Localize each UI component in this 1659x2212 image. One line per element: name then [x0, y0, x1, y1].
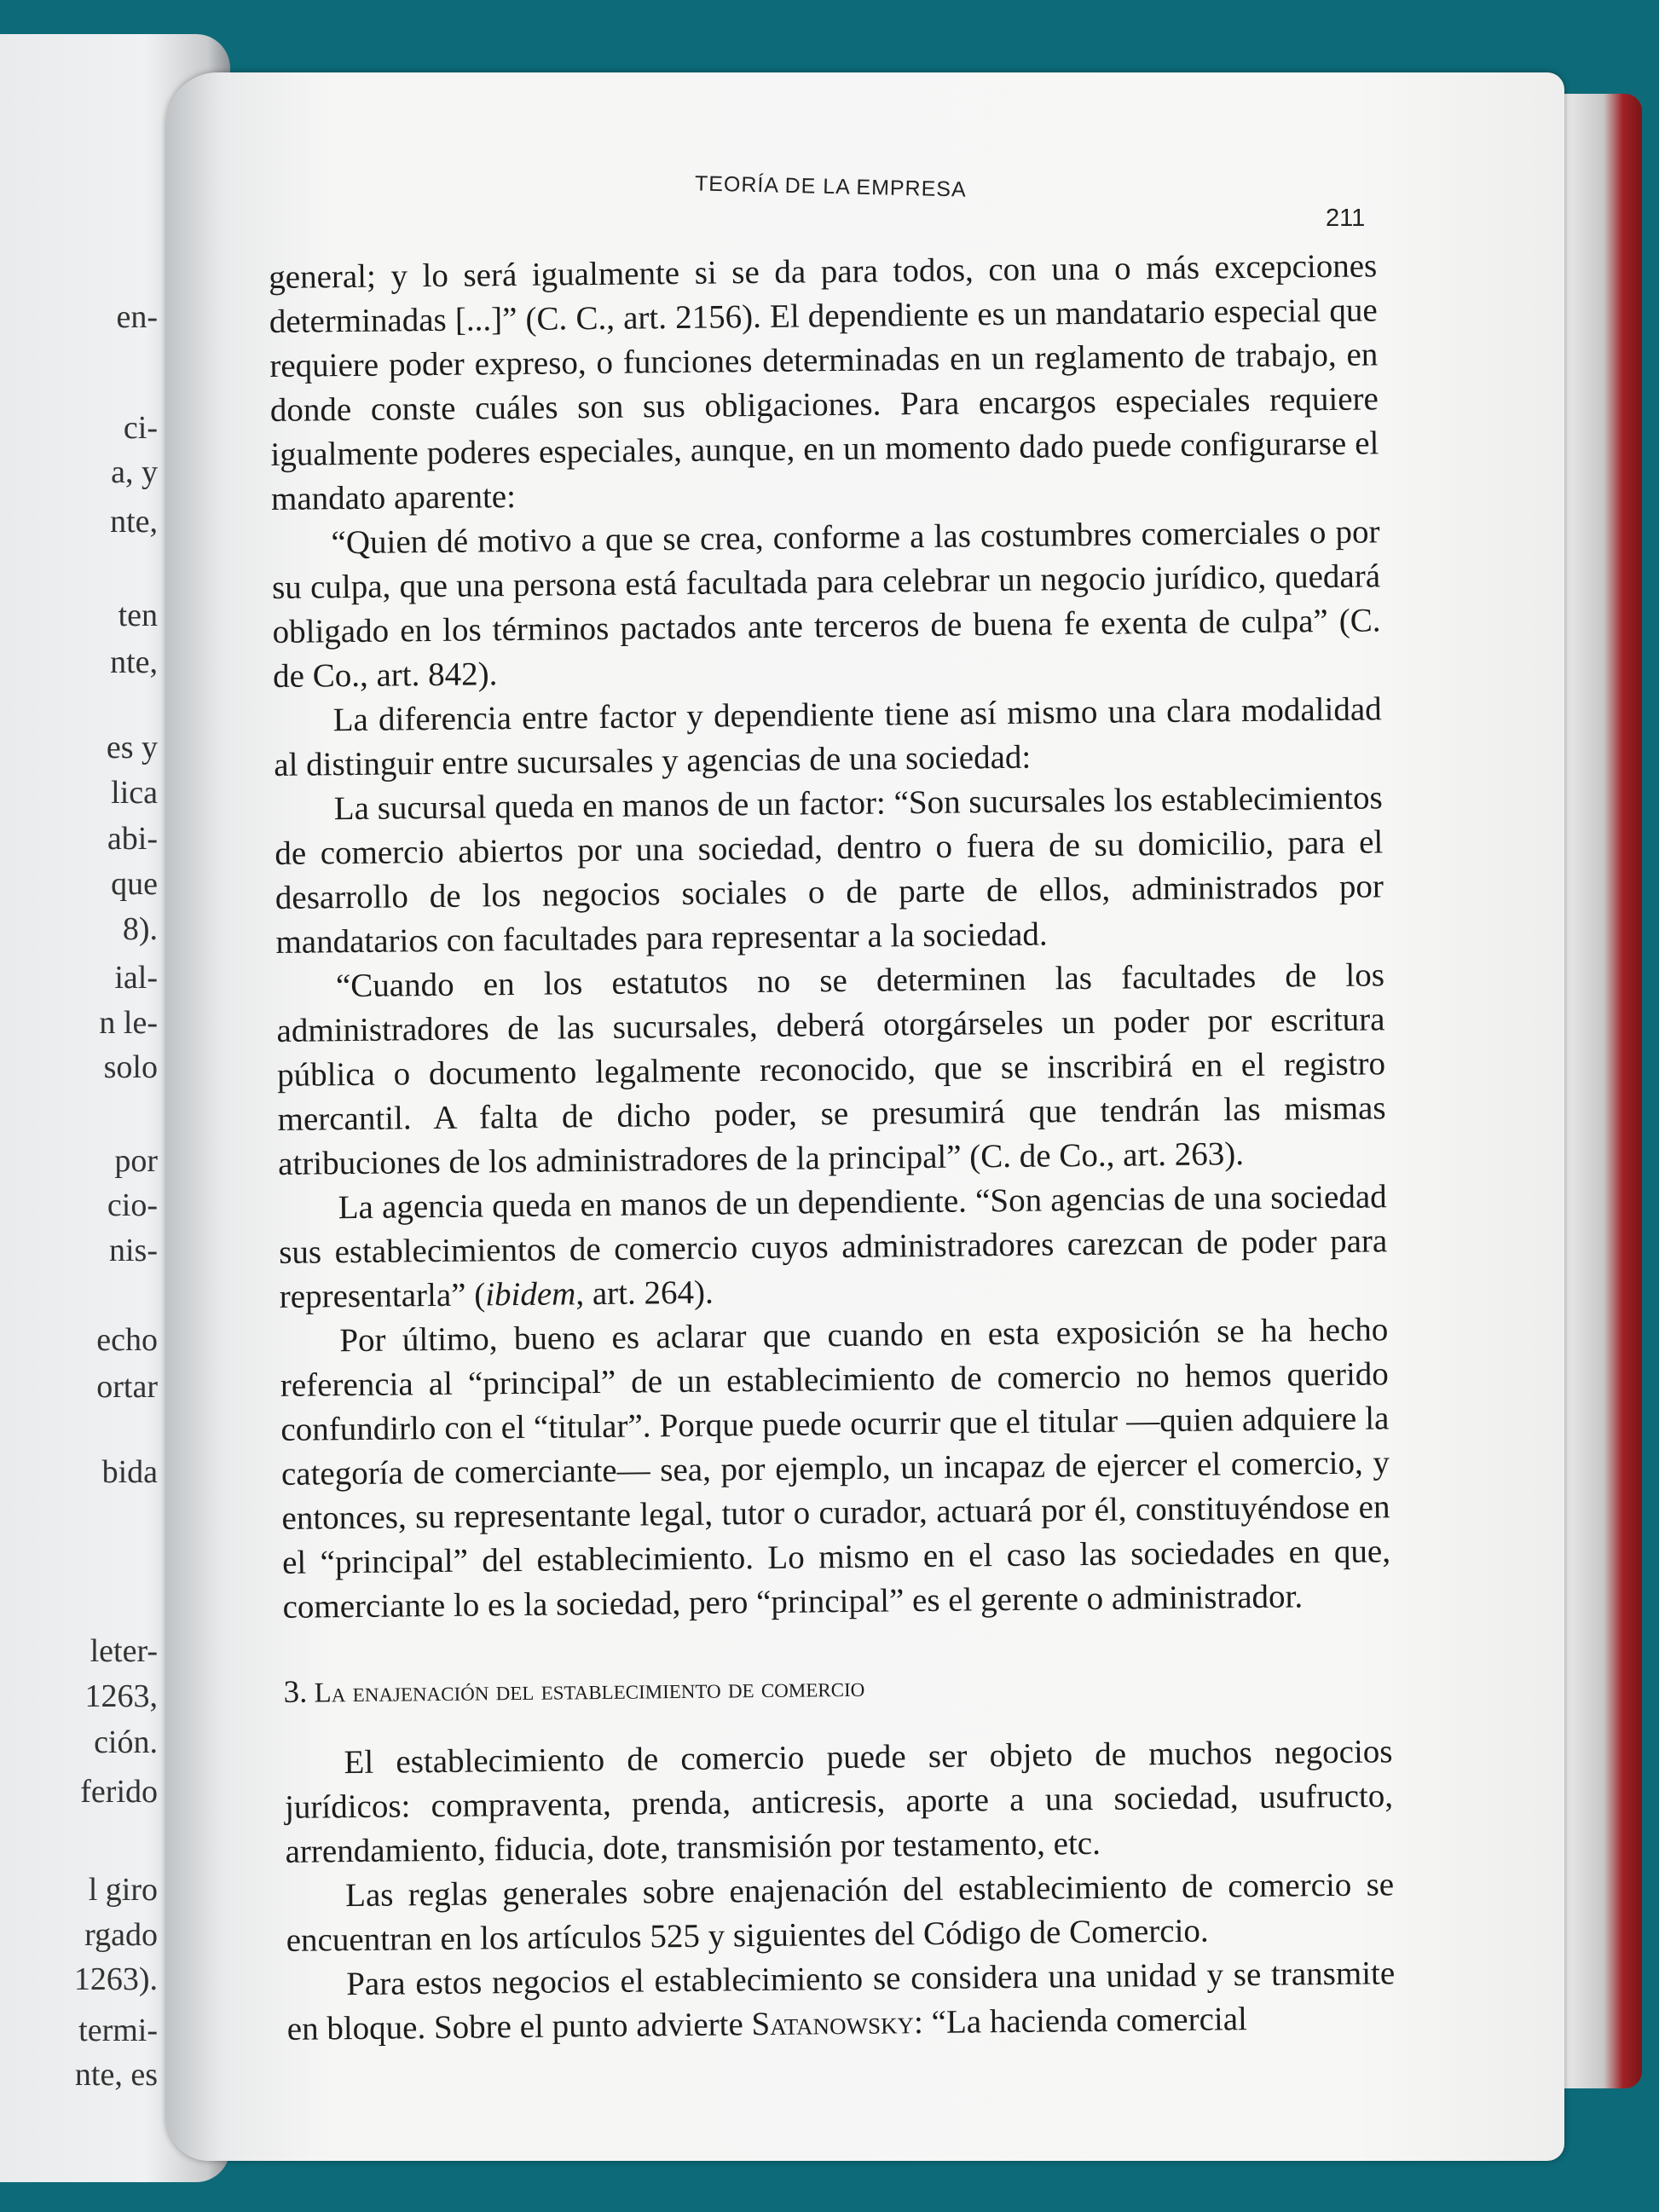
left-page-fragment: ial- [114, 960, 158, 996]
text-run: , art. 264). [575, 1273, 714, 1313]
left-page-fragment: en- [116, 299, 158, 335]
text-run: : “La hacienda comercial [913, 2001, 1248, 2042]
left-page-fragment: ten [118, 598, 158, 633]
quote-paragraph: “Quien dé motivo a que se crea, conforme a las costumbres comerciales o por su culpa, que una persona está facultada para celebrar un negocio jurídico, quedará obligado en los términos pactados ante terceros de buena fe exenta de culpa” (C. de Co., art. 842). [271, 513, 1381, 695]
quote-paragraph: “Cuando en los estatutos no se determinen las facultades de los administradores de las sucursales, deberá otorgárseles un poder por escritura pública o documento legalmente reconocido, que se inscribirá en el registro mercantil. A falta de dicho poder, se presumirá que tendrán las mismas atribuciones de los administradores de la principal” (C. de Co., art. 263). [276, 956, 1386, 1182]
paragraph [278, 1175, 1388, 1320]
text-run: La agencia queda en manos de un dependiente. “Son agencias de una sociedad sus establecimientos de comercio cuyos administradores carezcan de poder para representarla” ( [279, 1178, 1388, 1315]
left-page-fragment: 1263, [84, 1678, 158, 1714]
left-page-fragment: lica [111, 775, 158, 811]
left-page-fragment: nte, [110, 504, 158, 540]
left-page-fragment: ferido [80, 1774, 158, 1810]
left-page-fragment: por [114, 1143, 158, 1179]
paragraph: general; y lo será igualmente si se da para todos, con una o más excepciones determinadas [...]” (C. C., art. 2156). El dependiente es un mandatario especial que requiere poder expreso, o funciones determinadas en un reglamento de trabajo, en donde conste cuáles son sus obligaciones. Para encargos especiales requiere igualmente poderes especiales, aunque, en un momento dado puede configurarse el mandato aparente: [269, 247, 1379, 517]
left-page-fragment: que [111, 866, 158, 902]
body-text [269, 244, 1396, 2051]
section-heading [283, 1659, 1391, 1716]
left-page-fragment: rgado [84, 1917, 158, 1953]
left-page-fragment: nis- [109, 1233, 158, 1268]
author-name: Satanowsky [751, 2004, 915, 2043]
right-page [166, 72, 1564, 2161]
left-page-fragment: l giro [88, 1872, 158, 1908]
paragraph [286, 1951, 1396, 2052]
left-page-fragment: abi- [107, 821, 158, 857]
paragraph: Las reglas generales sobre enajenación del establecimiento de comercio se encuentran en los artículos 525 y siguientes del Código de Comercio. [286, 1866, 1395, 1959]
left-page-fragment: n le- [99, 1005, 158, 1041]
text-run: Para estos negocios el establecimiento se considera una unidad y se transmite en bloque. Sobre el punto advierte [286, 1955, 1396, 2047]
running-head: TEORÍA DE LA EMPRESA [694, 171, 968, 202]
left-page-fragment: ción. [94, 1724, 158, 1760]
left-page-fragment: nte, es [74, 2057, 158, 2093]
paragraph: El establecimiento de comercio puede ser objeto de muchos negocios jurídicos: compraventa, prenda, anticresis, aporte a una sociedad, usufructo, arrendamiento, fiducia, dote, transmisión por testamento, etc. [284, 1733, 1394, 1870]
left-page-fragment: ci- [123, 410, 158, 446]
left-page-fragment: bida [101, 1454, 158, 1490]
left-page-fragment: cio- [107, 1187, 158, 1223]
left-page-fragment: echo [96, 1322, 158, 1358]
left-page-fragment: 8). [122, 911, 158, 947]
left-page-fragment: a, y [111, 454, 158, 490]
italic-citation: ibidem [484, 1275, 576, 1314]
left-page-fragment: leter- [90, 1633, 158, 1669]
left-page-fragment: nte, [110, 644, 158, 680]
left-page-fragment: termi- [78, 2013, 158, 2048]
left-page-fragment: 1263). [73, 1961, 158, 1997]
left-page-fragment: ortar [96, 1369, 158, 1405]
paragraph: La diferencia entre factor y dependiente tiene así mismo una clara modalidad al distinguir entre sucursales y agencias de una sociedad: [274, 690, 1382, 783]
page-number: 211 [1326, 205, 1366, 232]
section-number: 3. [283, 1674, 308, 1710]
paragraph: La sucursal queda en manos de un factor: “Son sucursales los establecimientos de comercio abiertos por una sociedad, dentro o fuera de su domicilio, para el desarrollo de los negocios sociales o de parte de ellos, administrados por mandatarios con facultades para representar a la sociedad. [275, 779, 1384, 961]
paragraph: Por último, bueno es aclarar que cuando en esta exposición se ha hecho referencia al “principal” de un establecimiento de comercio no hemos querido confundirlo con el “titular”. Porque puede ocurrir que el titular —quien adquiere la categoría de comerciante— sea, por ejemplo, un incapaz de ejercer el comercio, y entonces, su representante legal, tutor o curador, actuará por él, constituyéndose en el “principal” del establecimiento. Lo mismo en el caso las sociedades en que, comerciante lo es la sociedad, pero “principal” es el gerente o administrador. [280, 1311, 1391, 1626]
left-page-fragment: es y [106, 730, 158, 765]
section-title: La enajenación del establecimiento de comercio [314, 1672, 865, 1709]
left-page-fragment: solo [103, 1049, 158, 1085]
